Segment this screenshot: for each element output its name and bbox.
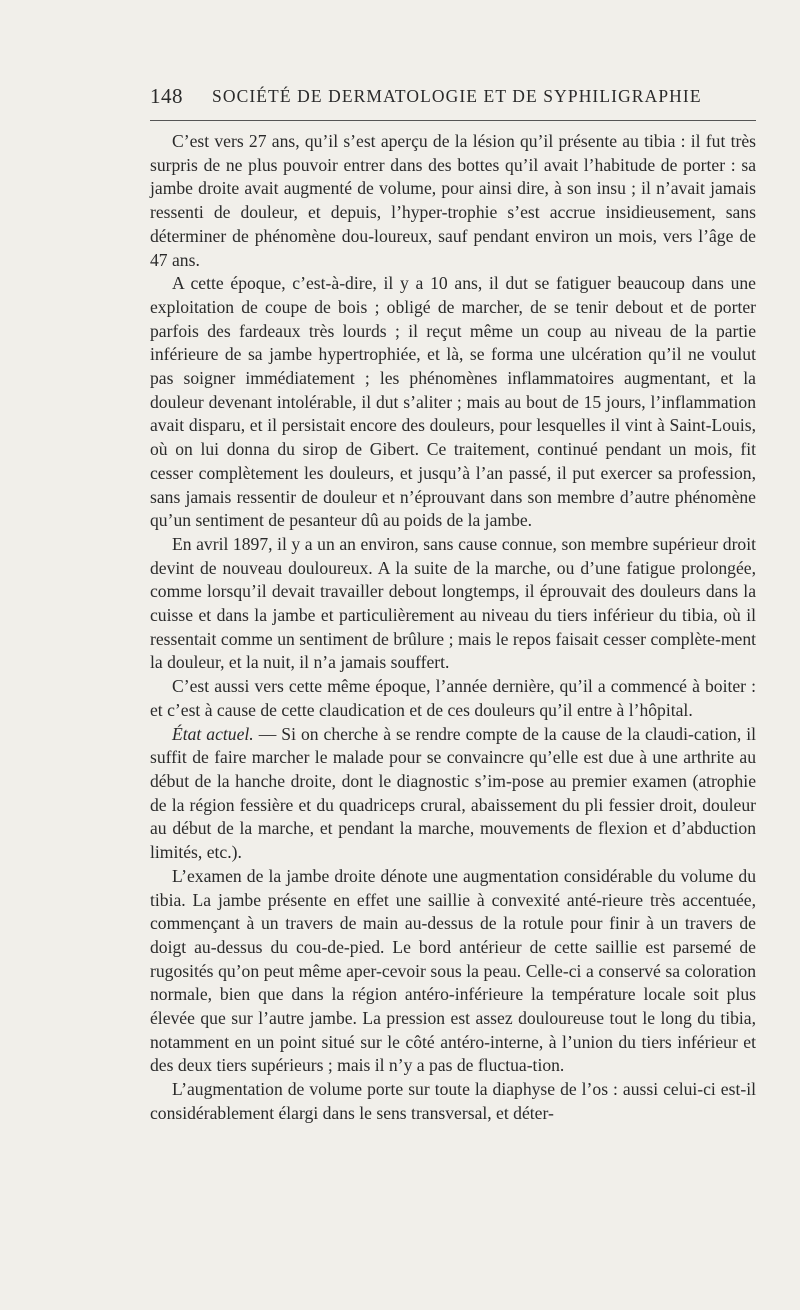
paragraph-text: A cette époque, c’est-à-dire, il y a 10 ans, il dut se fatiguer beaucoup dans une exploitation de coupe de bois ; obligé de marcher, de se tenir debout et de porter parfois des fardeaux très lourds ; il reçut même un coup au niveau de la partie inférieure de sa jambe hypertrophiée, et là, se forma une ulcération qu’il ne voulut pas soigner immédiatement ; les phénomènes inflammatoires augmentant, et la douleur devenant intolérable, il dut s’aliter ; mais au bout de 15 jours, l’inflammation avait disparu, et il persistait encore des douleurs, pour lesquelles il vint à Saint-Louis, où on lui donna du sirop de Gibert. Ce traitement, continué pendant un mois, fit cesser complètement les douleurs, et jusqu’à l’an passé, il put exercer sa profession, sans jamais ressentir de douleur et n’éprouvant dans son membre d’autre phénomène qu’un sentiment de pesanteur dû au poids de la jambe. [150,273,756,531]
page-number: 148 [150,84,183,108]
section-lead: État actuel. [172,723,254,744]
running-head [150,84,756,112]
paragraph-history [150,272,756,533]
paragraph-current-state [150,723,756,865]
paragraph-text: C’est aussi vers cette même époque, l’année dernière, qu’il a commencé à boiter : et c’est à cause de cette claudication et de ces douleurs qu’il entre à l’hôpital. [150,676,756,720]
paragraph-text: L’examen de la jambe droite dénote une augmentation considérable du volume du tibia. La jambe présente en effet une saillie à convexité anté-rieure très accentuée, commençant à un travers de main au-dessus de la rotule pour finir à un travers de doigt au-dessus du cou-de-pied. Le bord antérieur de cette saillie est parsemé de rugosités qu’on peut même aper-cevoir sous la peau. Celle-ci a conservé sa coloration normale, bien que dans la région antéro-inférieure la température locale soit plus élevée que sur l’autre jambe. La pression est assez douloureuse tout le long du tibia, notamment en un point situé sur le côté antéro-interne, à l’union du tiers inférieur et des deux tiers supérieurs ; mais il n’y a pas de fluctua-tion. [150,865,756,1076]
body-text [150,130,756,1126]
paragraph-1897 [150,533,756,675]
paragraph-limping [150,675,756,722]
paragraph-text: L’augmentation de volume porte sur toute la diaphyse de l’os : aussi celui-ci est-il considérablement élargi dans le sens transversal, et déter- [150,1079,756,1123]
paragraph-examination [150,865,756,1078]
paragraph-diaphysis [150,1078,756,1125]
paragraph-text: En avril 1897, il y a un an environ, sans cause connue, son membre supérieur droit devint de nouveau douloureux. A la suite de la marche, ou d’une fatigue prolongée, comme lorsqu’il devait travailler debout longtemps, il éprouvait des douleurs dans la cuisse et dans la jambe et particulièrement au niveau du tiers inférieur du tibia, où il ressentait comme un sentiment de brûlure ; mais le repos faisait cesser complète-ment la douleur, et la nuit, il n’a jamais souffert. [150,533,756,673]
paragraph-onset [150,130,756,272]
header-rule [150,120,756,121]
paragraph-text: — Si on cherche à se rendre compte de la cause de la claudi-cation, il suffit de faire marcher le malade pour se convaincre qu’elle est due à une arthrite au début de la hanche droite, dont le diagnostic s’im-pose au premier examen (atrophie de la région fessière et du quadriceps crural, abaissement du pli fessier droit, douleur au début de la marche, et pendant la marche, mouvements de flexion et d’abduction limités, etc.). [150,723,756,863]
paragraph-text: C’est vers 27 ans, qu’il s’est aperçu de la lésion qu’il présente au tibia : il fut très surpris de ne plus pouvoir entrer dans des bottes qu’il avait l’habitude de porter : sa jambe droite avait augmenté de volume, pour ainsi dire, à son insu ; il n’avait jamais ressenti de douleur, et depuis, l’hyper-trophie s’est accrue insidieusement, sans déterminer de phénomène dou-loureux, sauf pendant environ un mois, vers l’âge de 47 ans. [150,131,756,270]
running-head-title: SOCIÉTÉ DE DERMATOLOGIE ET DE SYPHILIGRAPHIE [212,86,702,106]
